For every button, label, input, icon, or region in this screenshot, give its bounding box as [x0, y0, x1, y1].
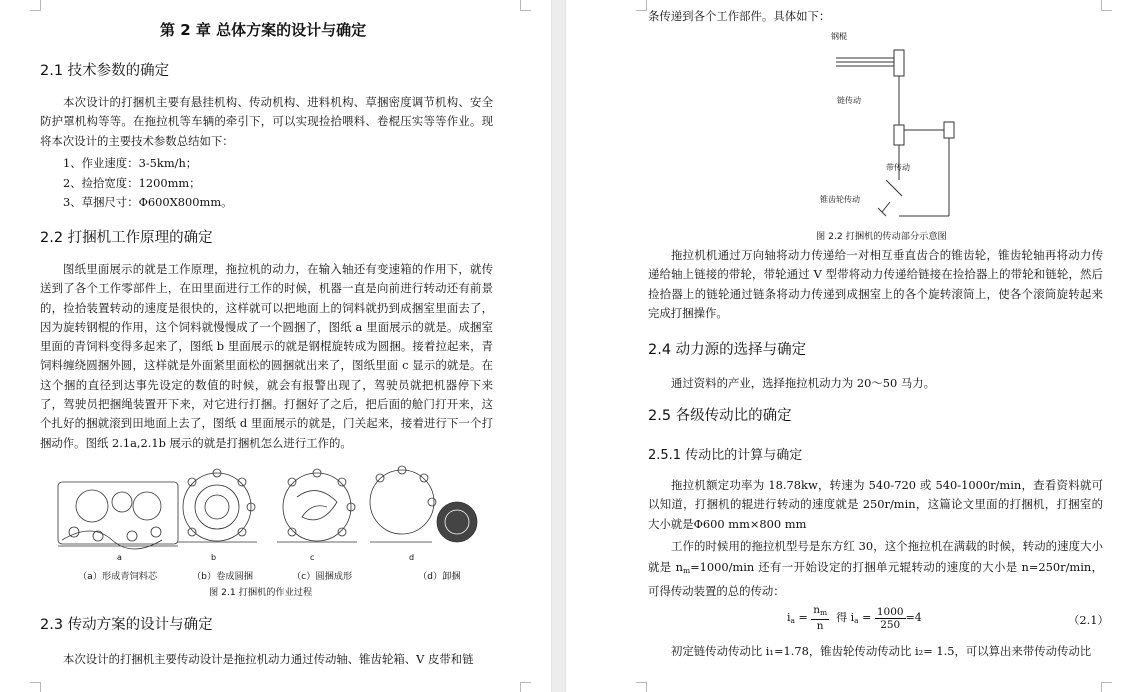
section-heading-2-5-1: 2.5.1 传动比的计算与确定: [648, 448, 803, 463]
param-item: 2、捡拾宽度：1200mm；: [63, 176, 201, 190]
figure-letter-b: b: [211, 553, 217, 562]
chapter-title: 第 2 章 总体方案的设计与确定: [160, 21, 367, 39]
equation-number: （2.1）: [1068, 613, 1109, 627]
figure-caption-2-1: 图 2.1 打捆机的作业过程: [209, 587, 313, 598]
crop-mark: [520, 682, 531, 692]
section-heading-2-4: 2.4 动力源的选择与确定: [648, 342, 807, 358]
crop-mark: [1101, 0, 1112, 11]
section-heading-2-2: 2.2 打捆机工作原理的确定: [40, 230, 213, 246]
figure-subcaption-a: （a）形成青饲料芯: [78, 571, 158, 582]
crop-mark: [1101, 682, 1112, 692]
equation-2-1: $i_a$ = $\frac{n_m}{n}$ 得 $i_a$ = $\frac{1000}{250}$ =4: [787, 604, 922, 632]
paragraph-2-5-1-b: 工作的时候用的拖拉机型号是东方红 30，这个拖拉机在满载的时候，转动的速度大小就是 $n_m=1000/\min$ 还有一开始设定的打捆单元辊转动的速度的大小是 n=250r/min，可得传动装置的总的传动：: [648, 539, 1104, 598]
param-item: 1、作业速度：3-5km/h；: [63, 156, 198, 170]
section-heading-2-5: 2.5 各级传动比的确定: [648, 408, 792, 424]
paragraph-2-2: 图纸里面展示的就是工作原理，拖拉机的动力，在输入轴还有变速箱的作用下，就传送到了各个工作零部件上，在田里面进行工作的时候，机器一直是向前进行转动还有前景的，捡拾装置转动的速度是很快的，这样就可以把地面上的饲料就扔到成捆室里面去了，因为旋转钢棍的作用，这个饲料就慢慢成了一个圆捆了，图纸 a 里面展示的就是。成捆室里面的青饲料变得多起来了，图纸 b 里面展示的就是钢棍旋转成为圆捆。接着拉起来，青饲料缠绕圆捆外圆，这样就是外面紧里面松的圆捆就出来了，图纸里面 c 显示的就是。在这个捆的直径到达事先设定的数值的时候，就会有报警出现了，驾驶员就把机器停下来了，驾驶员把捆绳装置开下来，对它进行打捆。打捆好了之后，把后面的舱门打开来，这个扎好的捆就滚到田地面上去了，图纸 d 里面展示的就是，门关起来，接着进行下一个打捆动作。图纸 2.1a,2.1b 展示的就是打捆机怎么进行工作的。: [40, 262, 493, 450]
figure-label-roller: 钢棍: [831, 32, 847, 41]
section-heading-2-1: 2.1 技术参数的确定: [40, 63, 170, 79]
continued-line: 条传递到各个工作部件。具体如下：: [648, 9, 831, 23]
stage-d-drawing: [370, 466, 477, 542]
figure-subcaption-c: （c）圆捆成形: [292, 571, 353, 582]
figure-baler-process: [52, 462, 492, 556]
paragraph-2-1: 本次设计的打捆机主要有悬挂机构、传动机构、进料机构、草捆密度调节机构、安全防护罩机构等等。在拖拉机等车辆的牵引下，可以实现捡拾喂料、卷棍压实等等作业。现将本次设计的主要技术参数总结如下：: [40, 95, 493, 148]
equation-fraction-speed: $\frac{n_m}{n}$: [813, 604, 828, 632]
document-page-right: [566, 0, 1131, 692]
param-item: 3、草捆尺寸：Φ600X800mm。: [63, 195, 233, 209]
stage-c-drawing: [277, 469, 357, 542]
figure-label-bevel: 锥齿轮传动: [820, 195, 860, 204]
document-page-left: [0, 0, 551, 692]
paragraph-2-3: 本次设计的打捆机主要传动设计是拖拉机动力通过传动轴、锥齿轮箱、V 皮带和链: [63, 652, 474, 666]
figure-letter-a: a: [117, 553, 122, 562]
crop-mark: [636, 0, 647, 11]
crop-mark: [30, 682, 41, 692]
figure-subcaption-b: （b）卷成圆捆: [192, 571, 253, 582]
paragraph-drive-path: 拖拉机机通过万向轴将动力传递给一对相互垂直齿合的锥齿轮，锥齿轮轴再将动力传递给轴上链接的带轮，带轮通过 V 型带将动力传递给链接在捡拾器上的带轮和链轮，然后捡拾器上的链轮通过链条将动力传递到成捆室上的各个旋转滚筒上，使各个滚筒旋转起来完成打捆操作。: [648, 248, 1103, 320]
crop-mark: [636, 682, 647, 692]
figure-subcaption-d: （d）卸捆: [418, 571, 461, 582]
figure-label-chain: 链传动: [837, 96, 861, 105]
paragraph-2-4: 通过资料的产业，选择拖拉机动力为 20～50 马力。: [671, 376, 936, 390]
crop-mark: [30, 0, 41, 11]
section-heading-2-3: 2.3 传动方案的设计与确定: [40, 617, 213, 633]
crop-mark: [520, 0, 531, 11]
figure-caption-2-2: 图 2.2 打捆机的传动部分示意图: [816, 231, 947, 242]
paragraph-2-5-1-c: 初定链传动传动比 i₁=1.78，锥齿轮传动传动比 i₂= 1.5，可以算出来带传动传动比: [671, 644, 1092, 658]
page-gutter: [551, 0, 566, 692]
figure-letter-d: d: [409, 553, 415, 562]
stage-a-drawing: [58, 482, 178, 549]
stage-b-drawing: [177, 469, 257, 542]
equation-fraction-values: $\frac{1000}{250}$: [876, 605, 904, 631]
figure-letter-c: c: [310, 553, 315, 562]
figure-label-belt: 带传动: [886, 163, 910, 172]
paragraph-2-5-1-a: 拖拉机额定功率为 18.78kw，转速为 540-720 或 540-1000r/min，查看资料就可以知道，打捆机的辊进行转动的速度就是 250r/min，这篇论文里面的打捆机，打捆室的大小就是Φ600 mm×800 mm: [648, 478, 1103, 531]
